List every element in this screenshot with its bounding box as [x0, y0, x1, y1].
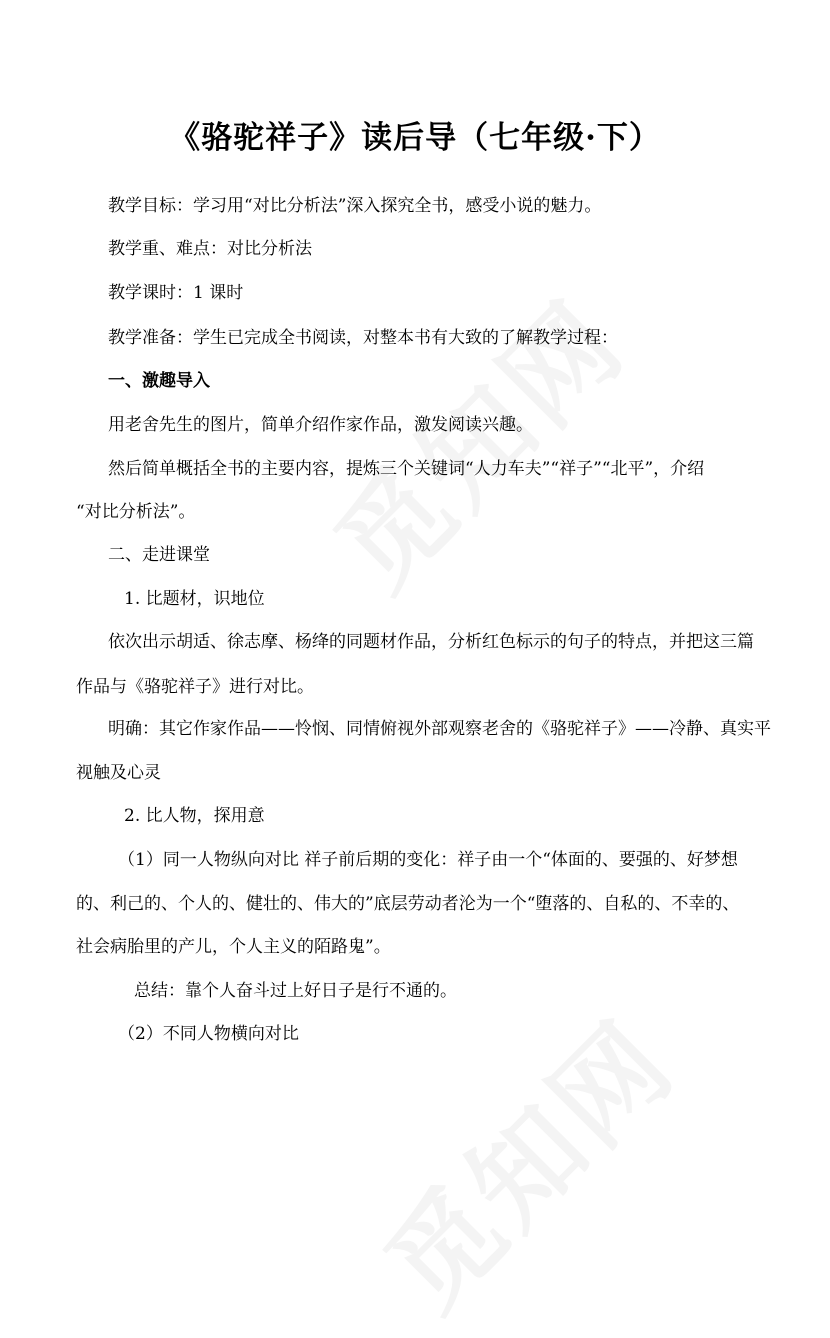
teaching-hours: 教学课时：1 课时: [108, 283, 244, 303]
paragraph-line: “对比分析法”。: [76, 502, 196, 522]
summary-line: 总结：靠个人奋斗过上好日子是行不通的。: [134, 981, 457, 1001]
paragraph-line: 用老舍先生的图片，简单介绍作家作品，激发阅读兴趣。: [108, 415, 533, 435]
paragraph-line: 的、利己的、个人的、健壮的、伟大的”底层劳动者沦为一个“堕落的、自私的、不幸的、: [76, 894, 740, 914]
paragraph-line: （2）不同人物横向对比: [118, 1024, 299, 1044]
subheading-characters: 2. 比人物，探用意: [124, 806, 265, 826]
paragraph-line: 明确：其它作家作品——怜悯、同情俯视外部观察老舍的《骆驼祥子》——冷静、真实平: [108, 719, 771, 739]
teaching-focus: 教学重、难点：对比分析法: [108, 239, 312, 259]
teaching-preparation: 教学准备：学生已完成全书阅读，对整本书有大致的了解教学过程：: [108, 328, 618, 348]
teaching-goal: 教学目标：学习用“对比分析法”深入探究全书，感受小说的魅力。: [108, 196, 602, 216]
paragraph-line: 视触及心灵: [76, 763, 161, 783]
watermark: [295, 260, 653, 618]
section-heading-intro: 一、激趣导入: [108, 371, 210, 391]
paragraph-line: 然后简单概括全书的主要内容，提炼三个关键词“人力车夫”“祥子”“北平”，介绍: [108, 459, 705, 479]
paragraph-line: 社会病胎里的产儿，个人主义的陌路鬼”。: [76, 937, 391, 957]
paragraph-line: 依次出示胡适、徐志摩、杨绛的同题材作品，分析红色标示的句子的特点，并把这三篇: [108, 632, 754, 652]
paragraph-line: 作品与《骆驼祥子》进行对比。: [76, 677, 314, 697]
subheading-theme: 1. 比题材，识地位: [124, 589, 265, 609]
watermark: [345, 980, 703, 1338]
paragraph-line: （1）同一人物纵向对比 祥子前后期的变化：祥子由一个“体面的、要强的、好梦想: [118, 850, 738, 870]
document-title: 《骆驼祥子》读后导（七年级·下）: [169, 120, 661, 156]
section-heading-classroom: 二、走进课堂: [108, 545, 210, 565]
